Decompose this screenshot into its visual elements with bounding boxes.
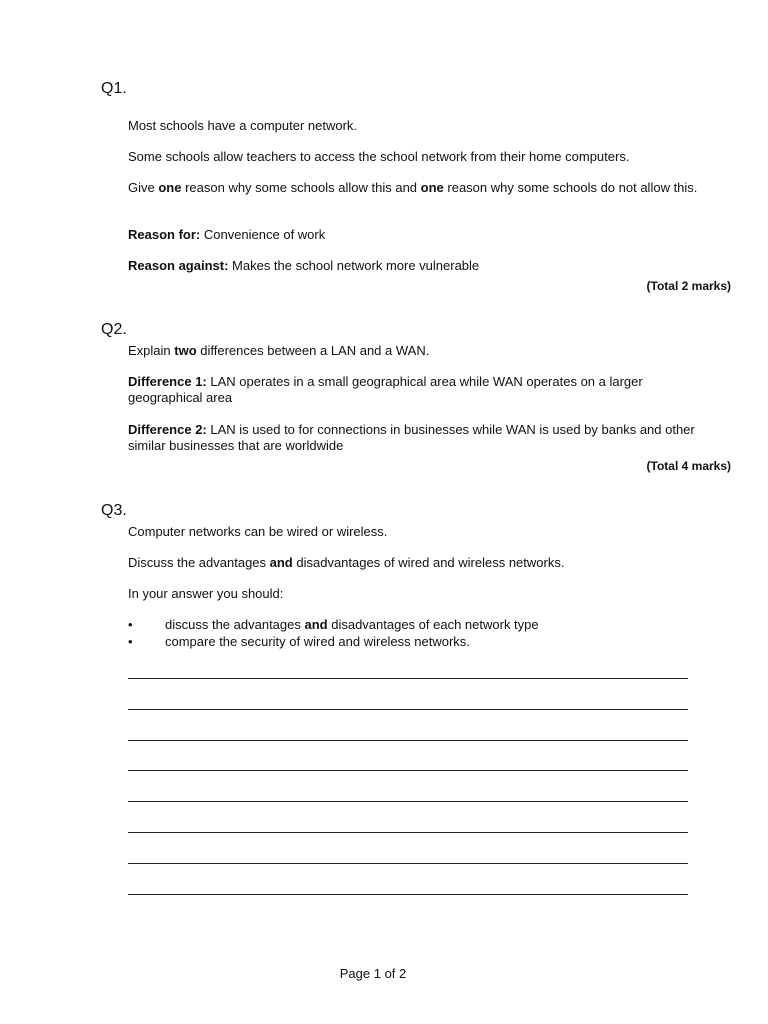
q1-reason-against-label: Reason against: [128,258,229,273]
answer-line[interactable] [128,709,688,710]
answer-line[interactable] [128,770,688,771]
q2-difference-2-answer: LAN is used to for connections in businesses while WAN is used by banks and other similar businesses that are worldwide [128,422,695,453]
q3-bullet-text [165,617,539,633]
q3-intro: Computer networks can be wired or wireless. [128,524,388,539]
q1-reason-for-answer: Convenience of work [200,227,326,242]
q3-bullet-text-part: disadvantages of each network type [327,617,539,632]
q1-heading: Q1. [101,80,127,97]
q2-heading: Q2. [101,321,127,338]
q3-bullet-emphasis: and [304,617,328,632]
q3-question-emphasis: and [269,555,293,570]
answer-line[interactable] [128,894,688,895]
answer-line[interactable] [128,740,688,741]
q1-question-text: reason why some schools allow this and [181,180,421,195]
answer-line[interactable] [128,832,688,833]
q3-bullet-text: compare the security of wired and wireless networks. [165,634,470,649]
bullet-icon: • [128,634,133,649]
q2-question-text: Explain [128,343,175,358]
answer-line[interactable] [128,863,688,864]
q1-question-text: reason why some schools do not allow this. [443,180,698,195]
q1-context: Some schools allow teachers to access the school network from their home computers. [128,149,630,164]
q1-question-text: Give [128,180,159,195]
q1-reason-for-label: Reason for: [128,227,201,242]
q2-difference-2-label: Difference 2: [128,422,207,437]
bullet-icon: • [128,617,133,632]
q1-reason-against [128,258,700,274]
q2-question [128,343,700,359]
q1-question [128,180,700,196]
q1-reason-for [128,227,700,243]
q3-heading: Q3. [101,502,127,519]
q1-reason-against-answer: Makes the school network more vulnerable [228,258,480,273]
q3-question-text: Discuss the advantages [128,555,270,570]
q1-intro: Most schools have a computer network. [128,118,358,133]
q2-question-text: differences between a LAN and a WAN. [196,343,430,358]
q2-difference-1-label: Difference 1: [128,374,207,389]
q2-difference-1 [128,374,700,406]
page-number: Page 1 of 2 [339,966,407,981]
q1-total-marks: (Total 2 marks) [646,279,731,293]
q2-total-marks: (Total 4 marks) [646,459,731,473]
q2-question-emphasis: two [174,343,197,358]
q2-difference-1-answer: LAN operates in a small geographical area while WAN operates on a larger geographical area [128,374,643,405]
q1-question-emphasis: one [158,180,182,195]
q3-question [128,555,700,571]
q1-question-emphasis: one [420,180,444,195]
answer-line[interactable] [128,801,688,802]
q3-instruction: In your answer you should: [128,586,284,601]
q3-bullet-text-part: discuss the advantages [165,617,305,632]
answer-line[interactable] [128,678,688,679]
q2-difference-2 [128,422,700,454]
q3-question-text: disadvantages of wired and wireless networks. [292,555,565,570]
